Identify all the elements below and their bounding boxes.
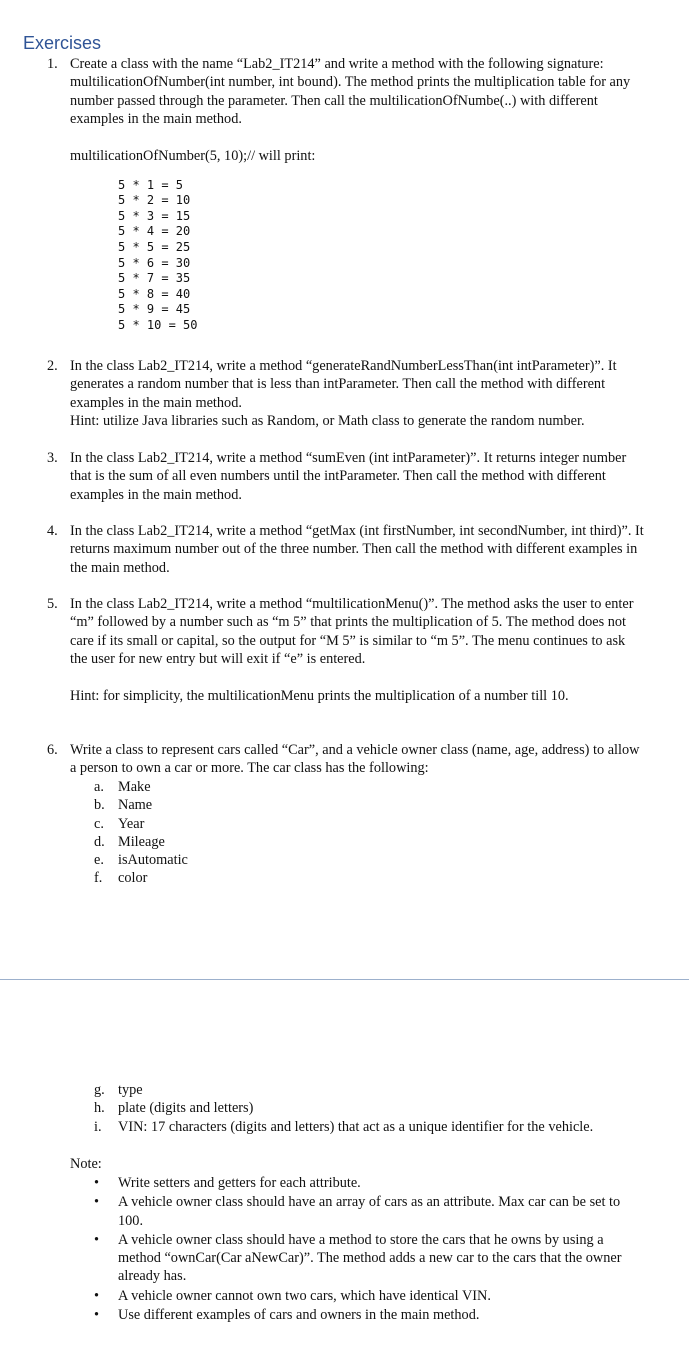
output-line: 5 * 1 = 5 [118,177,184,192]
attribute-label: Name [118,797,153,814]
exercise-3 [47,449,645,504]
note-label: Note: [70,1156,102,1172]
exercise-5-text: In the class Lab2_IT214, write a method “multilicationMenu()”. The method asks the user to enter “m” followed by a number such as “m 5” that prints the multiplication of 5. The method does not care if its small or capital, so the output for “M 5” is similar to “m 5”. The menu continues to ask the user for new entry but will exit if “e” is entered. [70,596,634,667]
attribute-label: isAutomatic [118,852,188,869]
attribute-letter: c. [94,815,104,832]
attribute-letter: f. [94,870,103,887]
attribute-label: type [118,1082,143,1098]
attribute-item [94,851,188,869]
exercise-6 [47,741,645,778]
exercise-5-hint: Hint: for simplicity, the multilicationMenu prints the multiplication of a number till 10. [70,688,569,704]
bullet-icon: • [94,1307,100,1324]
exercise-4-text: In the class Lab2_IT214, write a method “getMax (int firstNumber, int secondNumber, int third)”. It returns maximum number out of the three number. Then call the method with different examples in the main method. [70,523,644,576]
exercise-4-number: 4. [47,523,58,539]
output-line: 5 * 6 = 30 [118,255,191,270]
attribute-item [94,833,188,851]
note-item [94,1231,648,1286]
exercise-2-number: 2. [47,358,58,374]
notes-list [94,1174,648,1325]
example-call: multilicationOfNumber(5, 10); [70,148,248,164]
page-divider [0,979,689,980]
note-item [94,1306,648,1324]
bullet-icon: • [94,1175,100,1191]
exercise-4 [47,522,645,577]
note-item [94,1174,648,1192]
bullet-icon: • [94,1287,100,1304]
exercise-5 [47,595,645,668]
attribute-letter: e. [94,852,104,869]
attribute-item [94,778,188,796]
output-line: 5 * 3 = 15 [118,208,191,223]
bullet-icon: • [94,1231,100,1248]
output-line: 5 * 4 = 20 [118,224,191,239]
attribute-letter: d. [94,833,105,850]
exercise-2-hint: Hint: utilize Java libraries such as Random, or Math class to generate the random number. [70,412,585,429]
output-line: 5 * 9 = 45 [118,302,191,317]
attribute-label: Year [118,815,145,832]
attribute-item [94,869,188,887]
exercise-3-number: 3. [47,450,58,466]
note-text: A vehicle owner class should have a method to store the cars that he owns by using a method “ownCar(Car aNewCar)”. The method adds a new car to the cars that the owner already has. [118,1231,622,1285]
note-text: A vehicle owner cannot own two cars, which have identical VIN. [118,1287,491,1304]
exercise-1-number: 1. [47,56,58,72]
output-line: 5 * 8 = 40 [118,286,191,301]
exercises-heading: Exercises [23,33,102,53]
attribute-item [94,1118,598,1136]
attribute-label: VIN: 17 characters (digits and letters) that act as a unique identifier for the vehicle. [118,1118,594,1135]
example-comment: // will print: [247,148,316,164]
attribute-label: Make [118,779,151,795]
attribute-label: color [118,870,148,887]
exercise-3-text: In the class Lab2_IT214, write a method “sumEven (int intParameter)”. It returns integer number that is the sum of all even numbers until the intParameter. Then call the method with different examples in the main method. [70,450,627,503]
output-line: 5 * 2 = 10 [118,193,191,208]
note-text: Write setters and getters for each attribute. [118,1175,361,1191]
attribute-item [94,1099,598,1117]
exercise-1-text: Create a class with the name “Lab2_IT214” and write a method with the following signature: multilicationOfNumber(int number, int bound). The method prints the multiplication table for any number passed through the parameter. Then call the multilicationOfNumbe(..) with different examples in the main method. [70,56,631,127]
output-line: 5 * 5 = 25 [118,239,191,254]
exercise-1 [47,55,645,128]
bullet-icon: • [94,1194,100,1211]
note-text: A vehicle owner class should have an array of cars as an attribute. Max car can be set to 100. [118,1194,621,1229]
exercise-2 [47,357,645,430]
output-line: 5 * 10 = 50 [118,317,198,332]
attribute-letter: a. [94,779,104,795]
attribute-item [94,1081,598,1099]
example-output [118,162,197,349]
attribute-letter: g. [94,1082,105,1098]
attribute-letter: h. [94,1100,105,1117]
output-line: 5 * 7 = 35 [118,271,191,286]
exercise-2-text: In the class Lab2_IT214, write a method “generateRandNumberLessThan(int intParameter)”. It generates a random number that is less than intParameter. Then call the method with different examples in the main method. [70,358,617,411]
exercise-6-text: Write a class to represent cars called “Car”, and a vehicle owner class (name, age, address) to allow a person to own a car or more. The car class has the following: [70,742,640,777]
exercise-6-number: 6. [47,742,58,758]
note-text: Use different examples of cars and owners in the main method. [118,1307,480,1324]
car-attributes-list-continued [94,1081,598,1136]
attribute-label: plate (digits and letters) [118,1100,254,1117]
attribute-letter: i. [94,1118,102,1135]
note-item [94,1193,648,1230]
attribute-item [94,815,188,833]
note-item [94,1287,648,1305]
attribute-label: Mileage [118,833,165,850]
attribute-item [94,796,188,814]
exercise-5-number: 5. [47,596,58,612]
car-attributes-list [94,778,188,888]
attribute-letter: b. [94,797,105,814]
